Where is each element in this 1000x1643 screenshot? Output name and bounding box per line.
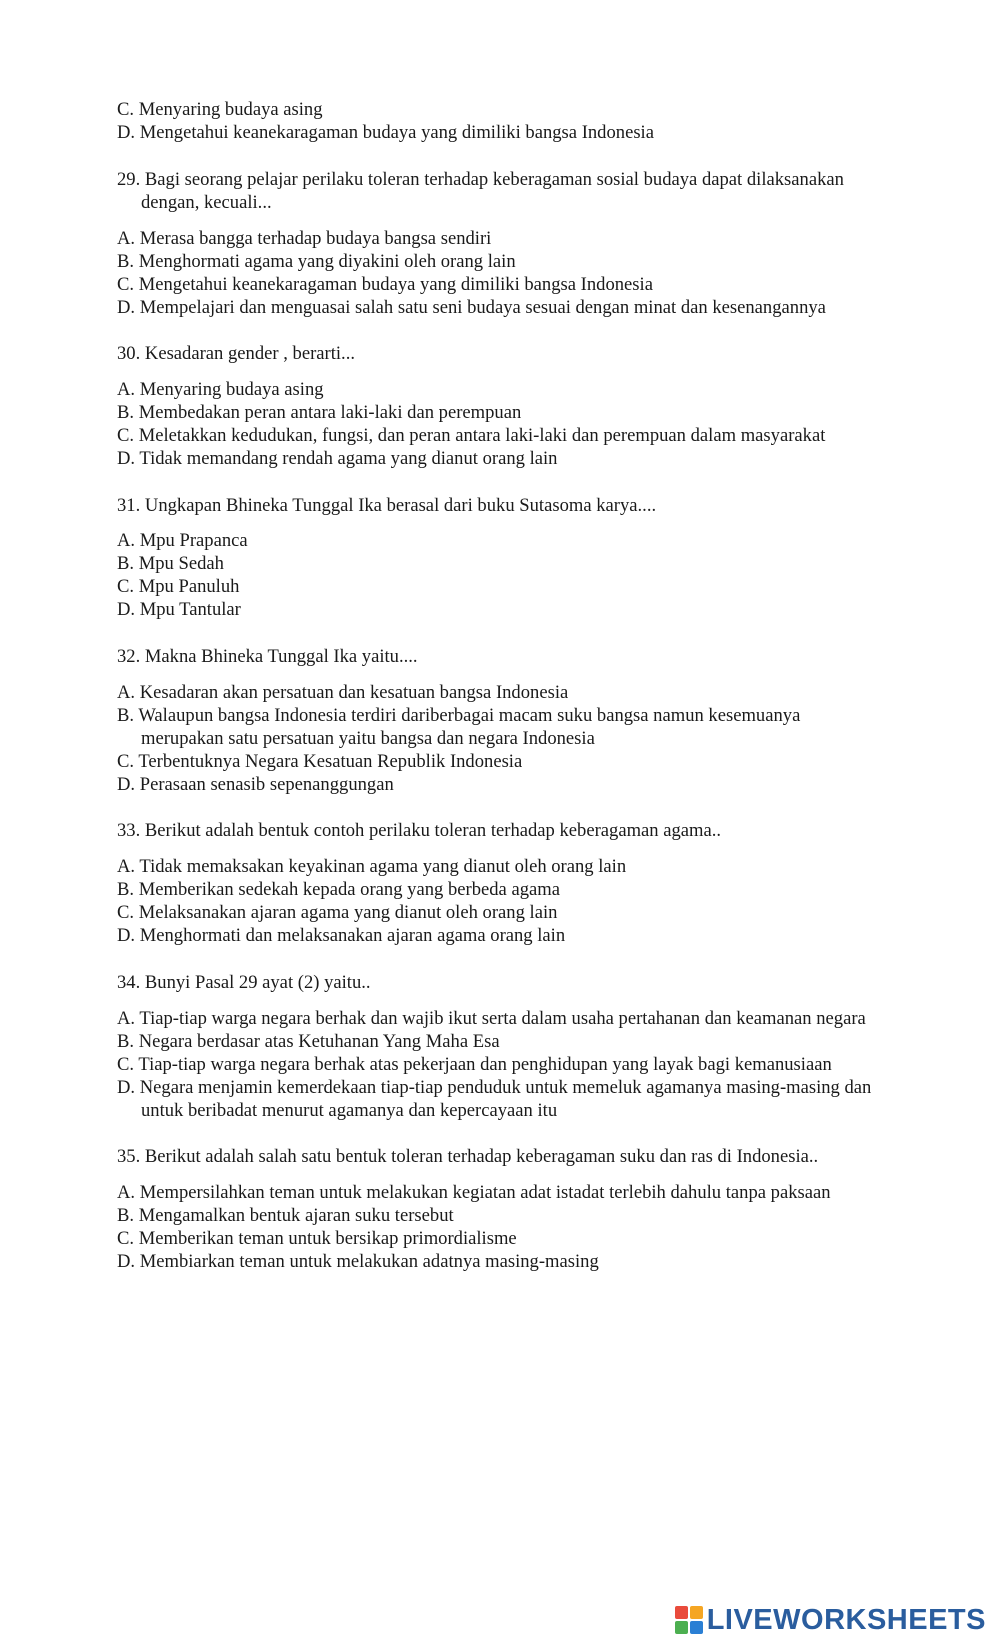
answer-option: A. Menyaring budaya asing xyxy=(117,379,324,400)
question-34: 34. Bunyi Pasal 29 ayat (2) yaitu.. xyxy=(117,972,371,993)
logo-square-green xyxy=(675,1621,688,1634)
answer-option: C. Mengetahui keanekaragaman budaya yang dimiliki bangsa Indonesia xyxy=(117,274,653,295)
answer-option: A. Merasa bangga terhadap budaya bangsa sendiri xyxy=(117,228,492,249)
answer-option: D. Menghormati dan melaksanakan ajaran agama orang lain xyxy=(117,925,566,946)
question-33: 33. Berikut adalah bentuk contoh perilaku toleran terhadap keberagaman agama.. xyxy=(117,820,722,841)
question-30: 30. Kesadaran gender , berarti... xyxy=(117,343,355,364)
answer-option-continued: untuk beribadat menurut agamanya dan kepercayaan itu xyxy=(141,1100,558,1121)
question-35: 35. Berikut adalah salah satu bentuk toleran terhadap keberagaman suku dan ras di Indonesia.. xyxy=(117,1146,819,1167)
answer-option: D. Negara menjamin kemerdekaan tiap-tiap penduduk untuk memeluk agamanya masing-masing dan xyxy=(117,1077,872,1098)
answer-option: B. Menghormati agama yang diyakini oleh orang lain xyxy=(117,251,516,272)
answer-option: C. Menyaring budaya asing xyxy=(117,99,323,120)
answer-option: B. Membedakan peran antara laki-laki dan perempuan xyxy=(117,402,522,423)
logo-square-orange xyxy=(690,1606,703,1619)
answer-option: A. Mempersilahkan teman untuk melakukan kegiatan adat istadat terlebih dahulu tanpa paksaan xyxy=(117,1182,831,1203)
liveworksheets-brand-text: LIVEWORKSHEETS xyxy=(706,1604,986,1636)
logo-square-red xyxy=(675,1606,688,1619)
question-32: 32. Makna Bhineka Tunggal Ika yaitu.... xyxy=(117,646,418,667)
question-29: 29. Bagi seorang pelajar perilaku toleran terhadap keberagaman sosial budaya dapat dilaksanakan xyxy=(117,169,844,190)
answer-option: D. Mpu Tantular xyxy=(117,599,241,620)
answer-option: B. Mpu Sedah xyxy=(117,553,224,574)
answer-option: D. Perasaan senasib sepenanggungan xyxy=(117,774,394,795)
answer-option: B. Mengamalkan bentuk ajaran suku tersebut xyxy=(117,1205,454,1226)
question-29-continued: dengan, kecuali... xyxy=(141,192,272,213)
answer-option: C. Tiap-tiap warga negara berhak atas pekerjaan dan penghidupan yang layak bagi kemanusiaan xyxy=(117,1054,832,1075)
answer-option: D. Mengetahui keanekaragaman budaya yang dimiliki bangsa Indonesia xyxy=(117,122,654,143)
answer-option: C. Mpu Panuluh xyxy=(117,576,240,597)
answer-option: D. Mempelajari dan menguasai salah satu seni budaya sesuai dengan minat dan kesenangannya xyxy=(117,297,826,318)
liveworksheets-logo-icon xyxy=(675,1606,703,1634)
answer-option: C. Terbentuknya Negara Kesatuan Republik Indonesia xyxy=(117,751,523,772)
logo-square-blue xyxy=(690,1621,703,1634)
answer-option: A. Tidak memaksakan keyakinan agama yang dianut oleh orang lain xyxy=(117,856,627,877)
answer-option: C. Memberikan teman untuk bersikap primordialisme xyxy=(117,1228,517,1249)
answer-option: B. Memberikan sedekah kepada orang yang berbeda agama xyxy=(117,879,560,900)
question-31: 31. Ungkapan Bhineka Tunggal Ika berasal dari buku Sutasoma karya.... xyxy=(117,495,657,516)
answer-option: D. Tidak memandang rendah agama yang dianut orang lain xyxy=(117,448,558,469)
answer-option: A. Tiap-tiap warga negara berhak dan wajib ikut serta dalam usaha pertahanan dan keamanan negara xyxy=(117,1008,866,1029)
answer-option: B. Walaupun bangsa Indonesia terdiri dariberbagai macam suku bangsa namun kesemuanya xyxy=(117,705,801,726)
answer-option: C. Meletakkan kedudukan, fungsi, dan peran antara laki-laki dan perempuan dalam masyarakat xyxy=(117,425,826,446)
answer-option: A. Kesadaran akan persatuan dan kesatuan bangsa Indonesia xyxy=(117,682,569,703)
answer-option: A. Mpu Prapanca xyxy=(117,530,248,551)
liveworksheets-logo xyxy=(675,1603,986,1637)
answer-option-continued: merupakan satu persatuan yaitu bangsa dan negara Indonesia xyxy=(141,728,595,749)
answer-option: D. Membiarkan teman untuk melakukan adatnya masing-masing xyxy=(117,1251,599,1272)
answer-option: C. Melaksanakan ajaran agama yang dianut oleh orang lain xyxy=(117,902,558,923)
answer-option: B. Negara berdasar atas Ketuhanan Yang Maha Esa xyxy=(117,1031,500,1052)
